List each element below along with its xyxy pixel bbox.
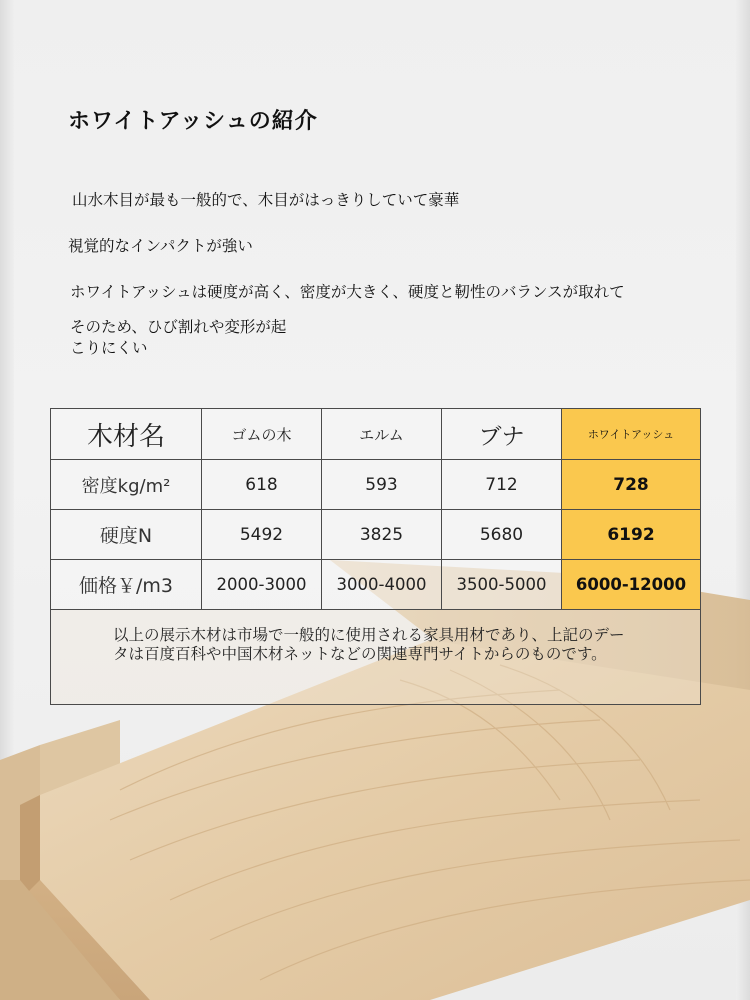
page-title: ホワイトアッシュの紹介 bbox=[68, 109, 318, 134]
header-wood-name: 木材名 bbox=[51, 409, 202, 460]
table-cell: 593 bbox=[322, 460, 442, 510]
table-cell: 3825 bbox=[322, 510, 442, 560]
intro-paragraph-1: 山水木目が最も一般的で、木目がはっきりしていて豪華 bbox=[72, 191, 460, 209]
table-row bbox=[51, 510, 701, 560]
table-cell: 3000-4000 bbox=[322, 560, 442, 610]
table-note-text: 以上の展示木材は市場で一般的に使用される家具用材であり、上記のデータは百度百科や中国木材ネットなどの関連専門サイトからのものです。 bbox=[113, 626, 625, 663]
table-row bbox=[51, 560, 701, 610]
header-white-ash: ホワイトアッシュ bbox=[562, 409, 701, 460]
table-cell-highlight: 6000-12000 bbox=[562, 560, 701, 610]
header-elm: エルム bbox=[322, 409, 442, 460]
table-cell-highlight: 728 bbox=[562, 460, 701, 510]
table-cell: 618 bbox=[202, 460, 322, 510]
table-cell: 712 bbox=[442, 460, 562, 510]
table-header-row bbox=[51, 409, 701, 460]
table-cell: 3500-5000 bbox=[442, 560, 562, 610]
header-rubberwood: ゴムの木 bbox=[202, 409, 322, 460]
intro-paragraph-5: こりにくい bbox=[70, 339, 148, 357]
table-note-row bbox=[51, 610, 701, 705]
table-note-cell bbox=[51, 610, 701, 705]
row-label-price: 価格￥/m3 bbox=[51, 560, 202, 610]
header-beech: ブナ bbox=[442, 409, 562, 460]
table-cell: 5680 bbox=[442, 510, 562, 560]
row-label-hardness: 硬度N bbox=[51, 510, 202, 560]
row-label-density: 密度kg/m² bbox=[51, 460, 202, 510]
wood-comparison-table bbox=[50, 408, 701, 705]
intro-paragraph-4: そのため、ひび割れや変形が起 bbox=[70, 318, 287, 336]
table-cell-highlight: 6192 bbox=[562, 510, 701, 560]
table-cell: 2000-3000 bbox=[202, 560, 322, 610]
intro-paragraph-3: ホワイトアッシュは硬度が高く、密度が大きく、硬度と靭性のバランスが取れて bbox=[70, 283, 625, 301]
intro-paragraph-2: 視覚的なインパクトが強い bbox=[68, 237, 253, 255]
table-cell: 5492 bbox=[202, 510, 322, 560]
table-row bbox=[51, 460, 701, 510]
